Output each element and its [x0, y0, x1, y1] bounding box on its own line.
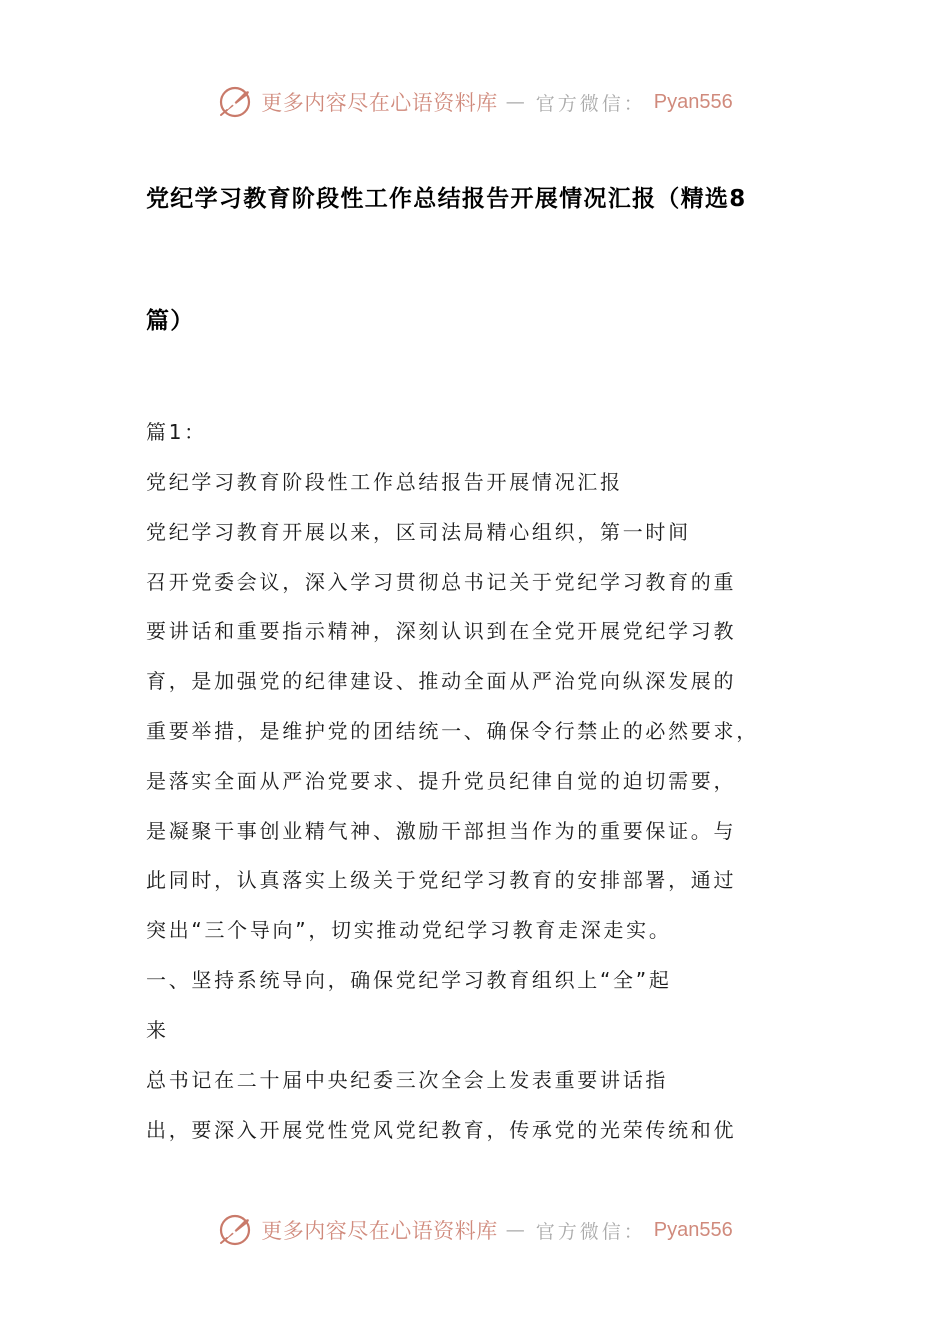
banner-wechat-id: Pyan556 — [653, 90, 733, 113]
body-line: 出，要深入开展党性党风党纪教育，传承党的光荣传统和优 — [146, 1118, 737, 1142]
header-banner — [0, 80, 950, 124]
body-line: 育，是加强党的纪律建设、推动全面从严治党向纵深发展的 — [146, 669, 737, 693]
banner-official-label: 官方微信： — [535, 92, 646, 115]
body-line: 此同时，认真落实上级关于党纪学习教育的安排部署，通过 — [146, 868, 737, 892]
body-line: 召开党委会议，深入学习贯彻总书记关于党纪学习教育的重 — [146, 570, 737, 594]
section-heading: 一、坚持系统导向，确保党纪学习教育组织上“全”起 — [146, 968, 672, 992]
footer-official-label: 官方微信： — [535, 1220, 646, 1243]
quill-pen-logo-icon — [217, 1212, 253, 1248]
body-line: 党纪学习教育开展以来，区司法局精心组织，第一时间 — [146, 520, 691, 544]
footer-dash: — — [505, 1219, 528, 1241]
body-line: 要讲话和重要指示精神，深刻认识到在全党开展党纪学习教 — [146, 619, 737, 643]
section-label: 篇1： — [146, 420, 207, 444]
section-heading-continued: 来 — [146, 1018, 169, 1042]
banner-dash: — — [505, 91, 528, 113]
body-line: 重要举措，是维护党的团结统一、确保令行禁止的必然要求， — [146, 719, 759, 743]
footer-slogan: 更多内容尽在心语资料库 — [261, 1219, 498, 1243]
body-line: 突出“三个导向”，切实推动党纪学习教育走深走实。 — [146, 918, 672, 942]
footer-wechat-id: Pyan556 — [653, 1218, 733, 1241]
body-line: 是落实全面从严治党要求、提升党员纪律自觉的迫切需要， — [146, 769, 737, 793]
banner-slogan: 更多内容尽在心语资料库 — [261, 91, 498, 115]
quill-pen-logo-icon — [217, 84, 253, 120]
document-title-line1: 党纪学习教育阶段性工作总结报告开展情况汇报（精选8 — [146, 186, 747, 212]
body-line: 是凝聚干事创业精气神、激励干部担当作为的重要保证。与 — [146, 819, 737, 843]
body-line: 党纪学习教育阶段性工作总结报告开展情况汇报 — [146, 470, 623, 494]
footer-banner — [0, 1208, 950, 1252]
body-line: 总书记在二十届中央纪委三次全会上发表重要讲话指 — [146, 1068, 669, 1092]
document-title-line2: 篇） — [146, 308, 195, 334]
